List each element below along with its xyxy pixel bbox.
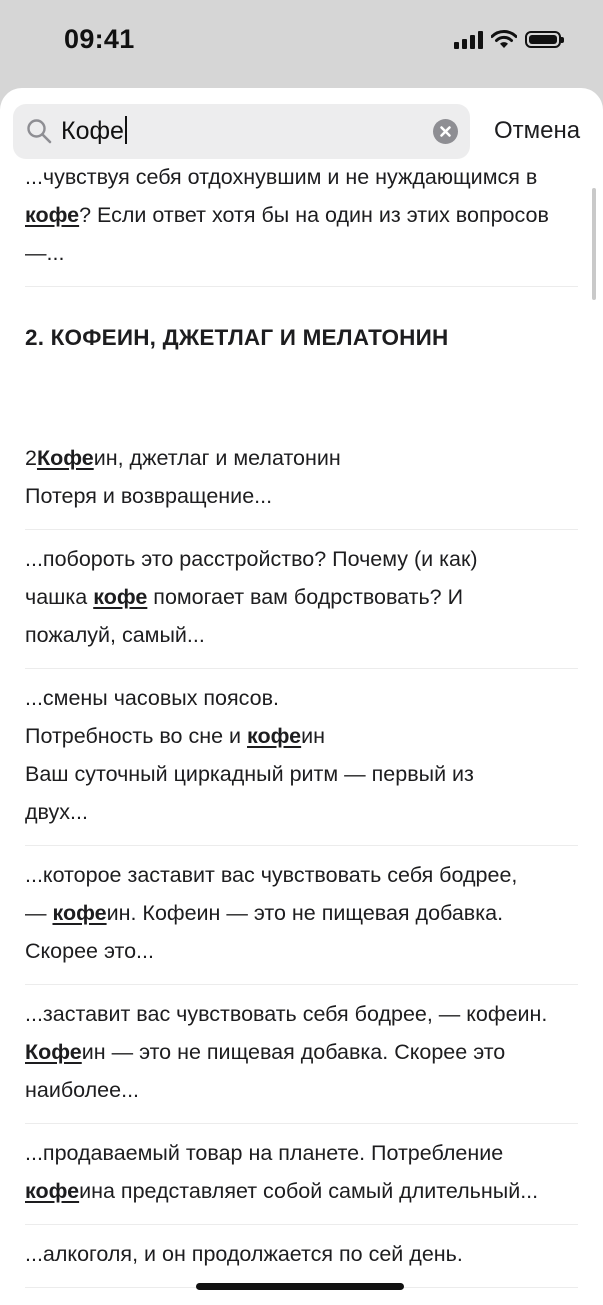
search-result-item[interactable] <box>25 985 578 1124</box>
wifi-icon <box>491 30 517 49</box>
snippet-text: 2 <box>25 446 37 470</box>
result-snippet-line <box>25 1033 578 1071</box>
snippet-text: —... <box>25 241 65 265</box>
clear-search-icon[interactable] <box>433 119 458 144</box>
search-result-item[interactable] <box>25 530 578 669</box>
search-match-highlight: Кофе <box>25 1040 82 1064</box>
status-time: 09:41 <box>64 24 135 54</box>
result-snippet-line <box>25 616 578 654</box>
result-snippet-line <box>25 755 578 793</box>
snippet-text: ...алкоголя, и он продолжается по сей день. <box>25 1242 463 1266</box>
result-snippet-line <box>25 166 578 196</box>
snippet-text: наиболее... <box>25 1078 140 1102</box>
cellular-signal-icon <box>454 31 483 49</box>
snippet-text: ...продаваемый товар на планете. Потребление <box>25 1141 504 1165</box>
search-input[interactable]: Кофе <box>61 116 127 146</box>
snippet-text: ? Если ответ хотя бы на один из этих вопросов <box>79 203 549 227</box>
search-match-highlight: кофе <box>247 724 302 748</box>
result-snippet-line <box>25 439 578 477</box>
snippet-text: ин — это не пищевая добавка. Скорее это <box>81 1040 506 1064</box>
result-snippet-line <box>25 578 578 616</box>
search-sheet <box>0 88 603 1305</box>
snippet-text: ...побороть это расстройство? Почему (и как) <box>25 547 478 571</box>
chapter-heading[interactable]: 2. КОФЕИН, ДЖЕТЛАГ И МЕЛАТОНИН <box>25 325 449 350</box>
result-snippet-line <box>25 540 578 578</box>
cancel-button[interactable]: Отмена <box>494 117 581 144</box>
search-result-item[interactable] <box>25 166 578 287</box>
search-match-highlight: Кофе <box>36 446 94 470</box>
search-match-highlight: кофе <box>25 1179 80 1203</box>
search-results-content <box>0 166 603 1288</box>
result-snippet-line <box>25 234 578 272</box>
snippet-text: ...чувствуя себя отдохнувшим и не нуждающимся в <box>25 166 538 189</box>
snippet-text: Потребность во сне и <box>25 724 248 748</box>
result-snippet-line <box>25 932 578 970</box>
result-snippet-line <box>25 894 578 932</box>
result-snippet-line <box>25 793 578 831</box>
search-match-highlight: кофе <box>52 901 107 925</box>
snippet-text: ина представляет собой самый длительный... <box>79 1179 539 1203</box>
status-bar <box>0 0 603 88</box>
battery-icon <box>525 31 561 48</box>
result-snippet-line <box>25 196 578 234</box>
snippet-text: ин. Кофеин — это не пищевая добавка. <box>106 901 504 925</box>
snippet-text: Ваш суточный циркадный ритм — первый из <box>25 762 474 786</box>
snippet-text: ...заставит вас чувствовать себя бодрее, — кофеин. <box>25 1002 548 1026</box>
search-icon <box>26 118 52 144</box>
status-icons <box>454 30 561 49</box>
snippet-text: пожалуй, самый... <box>25 623 205 647</box>
result-snippet-line <box>25 995 578 1033</box>
snippet-text: ин, джетлаг и мелатонин <box>93 446 341 470</box>
search-match-highlight: кофе <box>93 585 148 609</box>
result-snippet-line <box>25 1134 578 1172</box>
snippet-text: ...смены часовых поясов. <box>25 686 280 710</box>
search-result-item[interactable] <box>25 669 578 846</box>
snippet-text: Потеря и возвращение... <box>25 484 273 508</box>
result-snippet-line <box>25 1235 578 1273</box>
snippet-text: Скорее это... <box>25 939 154 963</box>
result-snippet-line <box>25 856 578 894</box>
search-field[interactable] <box>13 104 470 159</box>
result-snippet-line <box>25 1071 578 1109</box>
result-snippet-line <box>25 717 578 755</box>
search-match-highlight: кофе <box>25 203 80 227</box>
snippet-text: помогает вам бодрствовать? И <box>147 585 464 609</box>
result-snippet-line <box>25 1172 578 1210</box>
text-caret <box>125 116 127 144</box>
snippet-text: — <box>25 901 53 925</box>
search-result-item[interactable] <box>25 846 578 985</box>
scrollbar[interactable] <box>592 188 596 300</box>
search-results-list[interactable] <box>0 166 603 1305</box>
result-snippet-line <box>25 477 578 515</box>
home-indicator[interactable] <box>196 1283 404 1290</box>
result-snippet-line <box>25 679 578 717</box>
search-result-item[interactable] <box>25 1124 578 1225</box>
snippet-text: ...которое заставит вас чувствовать себя бодрее, <box>25 863 518 887</box>
snippet-text: двух... <box>25 800 88 824</box>
snippet-text: ин <box>301 724 326 748</box>
search-result-item[interactable] <box>25 1225 578 1288</box>
snippet-text: чашка <box>25 585 94 609</box>
search-result-item[interactable] <box>25 429 578 530</box>
